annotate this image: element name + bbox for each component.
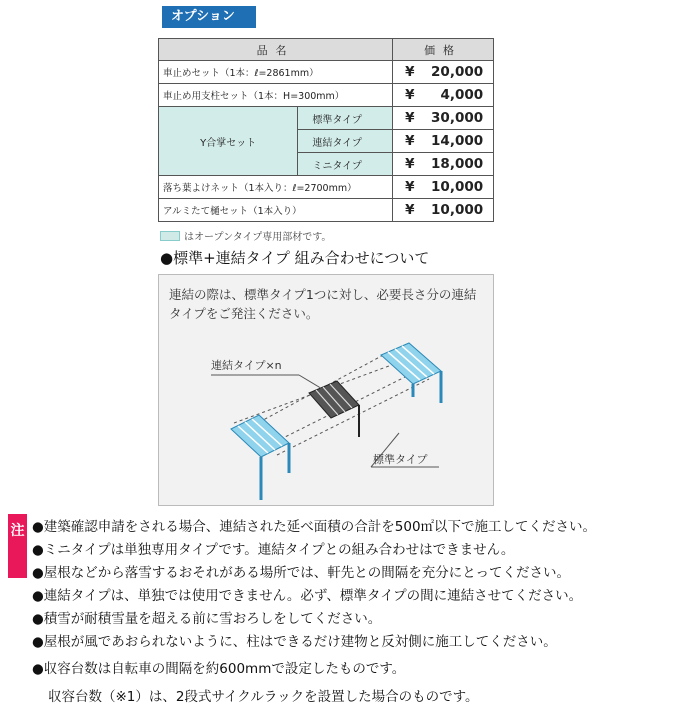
item-price: 10,000 — [431, 179, 484, 195]
carport-illustration — [159, 275, 495, 507]
item-subtype: ミニタイプ — [298, 153, 393, 176]
table-row — [159, 84, 494, 107]
currency-symbol: ¥ — [405, 133, 415, 149]
item-subtype: 連結タイプ — [298, 130, 393, 153]
currency-symbol: ¥ — [405, 64, 415, 80]
note-mark: 注 — [8, 514, 27, 578]
item-name: 車止め用支柱セット（1本：H=300mm） — [159, 84, 393, 107]
note-item: ●屋根などから落雪するおそれがある場所では、軒先との間隔を充分にとってください。 — [32, 565, 571, 581]
note-item: ●積雪が耐積雪量を超える前に雪おろしをしてください。 — [32, 611, 382, 627]
diagram-description: 連結の際は、標準タイプ1つに対し、必要長さ分の連結タイプをご発注ください。 — [169, 287, 477, 321]
currency-symbol: ¥ — [405, 110, 415, 126]
currency-symbol: ¥ — [405, 202, 415, 218]
item-name: 車止めセット（1本：ℓ=2861mm） — [159, 61, 393, 84]
currency-symbol: ¥ — [405, 179, 415, 195]
note-item: 収容台数（※1）は、2段式サイクルラックを設置した場合のものです。 — [48, 689, 479, 705]
price-table — [158, 38, 494, 222]
note-item: ●連結タイプは、単独では使用できません。必ず、標準タイプの間に連結させてください。 — [32, 588, 583, 604]
currency-symbol: ¥ — [405, 156, 415, 172]
legend-swatch — [160, 231, 180, 241]
item-price: 30,000 — [431, 110, 484, 126]
item-group-name: Y合掌セット — [159, 107, 298, 176]
standard-type-label: 標準タイプ — [373, 453, 428, 466]
connect-unit — [309, 381, 359, 437]
combination-diagram — [158, 274, 494, 506]
item-price: 10,000 — [431, 202, 484, 218]
header-price: 価格 — [393, 39, 494, 61]
currency-symbol: ¥ — [405, 87, 415, 103]
right-standard-unit — [381, 343, 441, 403]
item-name: 落ち葉よけネット（1本入り：ℓ=2700mm） — [159, 176, 393, 199]
legend — [160, 231, 331, 243]
note-item: ●ミニタイプは単独専用タイプです。連結タイプとの組み合わせはできません。 — [32, 542, 515, 558]
table-row — [159, 61, 494, 84]
item-name: アルミたて樋セット（1本入り） — [159, 199, 393, 222]
item-price: 4,000 — [440, 87, 484, 103]
item-subtype: 標準タイプ — [298, 107, 393, 130]
table-row — [159, 199, 494, 222]
item-price: 14,000 — [431, 133, 484, 149]
table-row — [159, 176, 494, 199]
note-item: ●収容台数は自転車の間隔を約600mmで設定したものです。 — [32, 661, 406, 677]
note-item: ●建築確認申請をされる場合、連結された延べ面積の合計を500㎡以下で施工してください。 — [32, 519, 597, 535]
item-price: 20,000 — [431, 64, 484, 80]
note-item: ●屋根が風であおられないように、柱はできるだけ建物と反対側に施工してください。 — [32, 634, 557, 650]
header-name: 品名 — [159, 39, 393, 61]
table-header-row — [159, 39, 494, 61]
item-price: 18,000 — [431, 156, 484, 172]
options-heading: オプション — [162, 6, 256, 28]
section-title: ●標準+連結タイプ 組み合わせについて — [160, 249, 430, 267]
left-standard-unit — [231, 415, 289, 500]
table-row — [159, 107, 494, 130]
connect-type-label: 連結タイプ×n — [211, 359, 282, 372]
legend-text: はオープンタイプ専用部材です。 — [184, 232, 332, 243]
